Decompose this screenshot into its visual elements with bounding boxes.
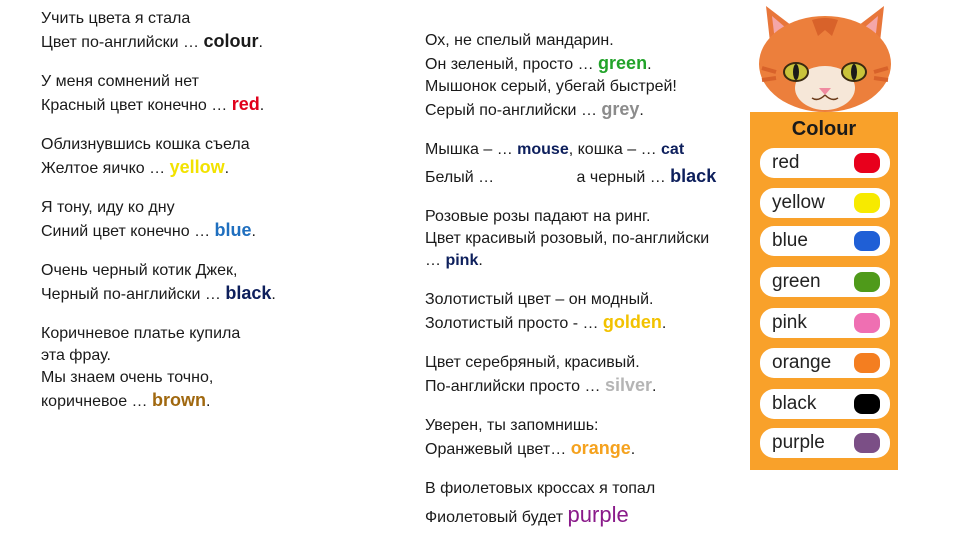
colour-swatch (854, 353, 880, 373)
line-text: Золотистый просто - … (425, 315, 603, 332)
poem-line: Цвет красивый розовый, по-английски (425, 230, 710, 247)
colour-word: silver (604, 375, 652, 395)
line-tail: . (651, 378, 657, 395)
line-tail: . (639, 102, 644, 119)
line-text: … (425, 252, 446, 269)
line-tail: . (259, 97, 265, 114)
poem-line: У меня сомнений нет (41, 73, 199, 90)
stanza (41, 134, 276, 180)
line-tail: . (206, 393, 211, 410)
colour-label: yellow (772, 192, 825, 213)
line-text: Синий цвет конечно … (41, 223, 215, 240)
middle-poem-column (425, 30, 716, 546)
poem-line: Коричневое платье купила (41, 325, 241, 342)
colour-word: blue (214, 220, 252, 240)
mouse-word: mouse (517, 141, 569, 158)
stanza (41, 323, 276, 413)
left-poem-column (41, 8, 276, 430)
stanza (425, 30, 716, 122)
colour-swatch (854, 394, 880, 414)
line-text: Серый по-английски … (425, 102, 602, 119)
line-tail: . (647, 56, 652, 73)
colour-label: green (772, 271, 821, 292)
colour-swatch (854, 433, 880, 453)
poem-line: Очень черный котик Джек, (41, 262, 238, 279)
poem-line (425, 250, 716, 272)
stanza (425, 415, 716, 461)
colour-label: purple (772, 432, 825, 453)
stanza (41, 260, 276, 306)
stanza (425, 289, 716, 335)
colour-pill-purple (760, 428, 890, 458)
colour-swatch (854, 153, 880, 173)
line-tail: . (251, 223, 256, 240)
poem-line: Облизнувшись кошка съела (41, 136, 250, 153)
colour-pill-green (760, 267, 890, 297)
colour-word: grey (601, 99, 640, 119)
line-text: Желтое яичко … (41, 160, 170, 177)
line-text: коричневое … (41, 393, 152, 410)
colour-swatch (854, 272, 880, 292)
poem-line: В фиолетовых кроссах я топал (425, 480, 656, 497)
line-text: Мышка – … (425, 141, 518, 158)
colour-word: black (225, 283, 272, 303)
colour-pill-orange (760, 348, 890, 378)
line-tail: . (478, 252, 483, 269)
stanza (41, 197, 276, 243)
colour-swatch (854, 193, 880, 213)
colour-word: colour (203, 31, 259, 51)
poem-line: Золотистый цвет – он модный. (425, 291, 654, 308)
colour-card (750, 112, 898, 470)
colour-word: yellow (169, 157, 225, 177)
poem-line (41, 30, 276, 54)
poem-line: Мышонок серый, убегай быстрей! (425, 78, 677, 95)
colour-swatch (854, 231, 880, 251)
colour-word: golden (602, 312, 662, 332)
colour-label: red (772, 152, 800, 173)
line-text: Он зеленый, просто … (425, 56, 599, 73)
stanza (41, 71, 276, 117)
poem-line (425, 311, 716, 335)
poem-line (425, 52, 716, 76)
colour-swatch (854, 313, 880, 333)
line-tail: . (271, 286, 276, 303)
line-text: Красный цвет конечно … (41, 97, 232, 114)
colour-pill-red (760, 148, 890, 178)
poem-line: Я тону, иду ко дну (41, 199, 175, 216)
stanza (425, 478, 716, 529)
poem-line: Ох, не спелый мандарин. (425, 32, 614, 49)
line-tail: . (224, 160, 230, 177)
cat-face-icon (752, 2, 898, 112)
poem-line (425, 437, 716, 461)
line-text: Фиолетовый будет (425, 509, 568, 526)
line-tail: . (630, 441, 636, 458)
poem-line (41, 282, 276, 306)
line-text: а черный … (576, 169, 671, 186)
poem-line: Уверен, ты запомнишь: (425, 417, 599, 434)
colour-word: green (598, 53, 648, 73)
colour-pill-black (760, 389, 890, 419)
colour-word: orange (570, 438, 631, 458)
poem-line (41, 219, 276, 243)
colour-word: pink (445, 252, 479, 269)
poem-line (425, 139, 716, 161)
line-text: Цвет по-английски … (41, 34, 204, 51)
line-text: , кошка – … (568, 141, 662, 158)
line-text: Оранжевый цвет… (425, 441, 571, 458)
stanza (425, 139, 716, 189)
colour-word: brown (152, 390, 206, 410)
poem-line: Мы знаем очень точно, (41, 369, 214, 386)
poem-line: Розовые розы падают на ринг. (425, 208, 651, 225)
poem-line: Цвет серебряный, красивый. (425, 354, 640, 371)
colour-pill-pink (760, 308, 890, 338)
colour-pill-blue (760, 226, 890, 256)
poem-line (425, 504, 716, 529)
card-title: Colour (791, 118, 857, 140)
colour-word: red (231, 94, 260, 114)
poem-line: Учить цвета я стала (41, 10, 191, 27)
colour-label: pink (772, 312, 807, 333)
cat-word: cat (661, 141, 685, 158)
colour-label: orange (772, 352, 832, 373)
poem-line (425, 98, 716, 122)
poem-line: эта фрау. (41, 347, 111, 364)
poem-line (41, 93, 276, 117)
stanza (425, 352, 716, 398)
stanza (41, 8, 276, 54)
black-word: black (670, 166, 717, 186)
line-text: Белый … (425, 169, 499, 186)
colour-word: purple (567, 502, 629, 527)
poem-line (41, 389, 276, 413)
colour-pill-yellow (760, 188, 890, 218)
line-text: По-английски просто … (425, 378, 605, 395)
poem-line (425, 165, 716, 189)
poem-line (41, 156, 276, 180)
poem-line (425, 374, 716, 398)
colour-label: black (772, 393, 817, 414)
line-tail: . (258, 34, 263, 51)
stanza (425, 206, 716, 272)
line-text: Черный по-английски … (41, 286, 226, 303)
colour-label: blue (772, 230, 808, 251)
line-tail: . (661, 315, 667, 332)
